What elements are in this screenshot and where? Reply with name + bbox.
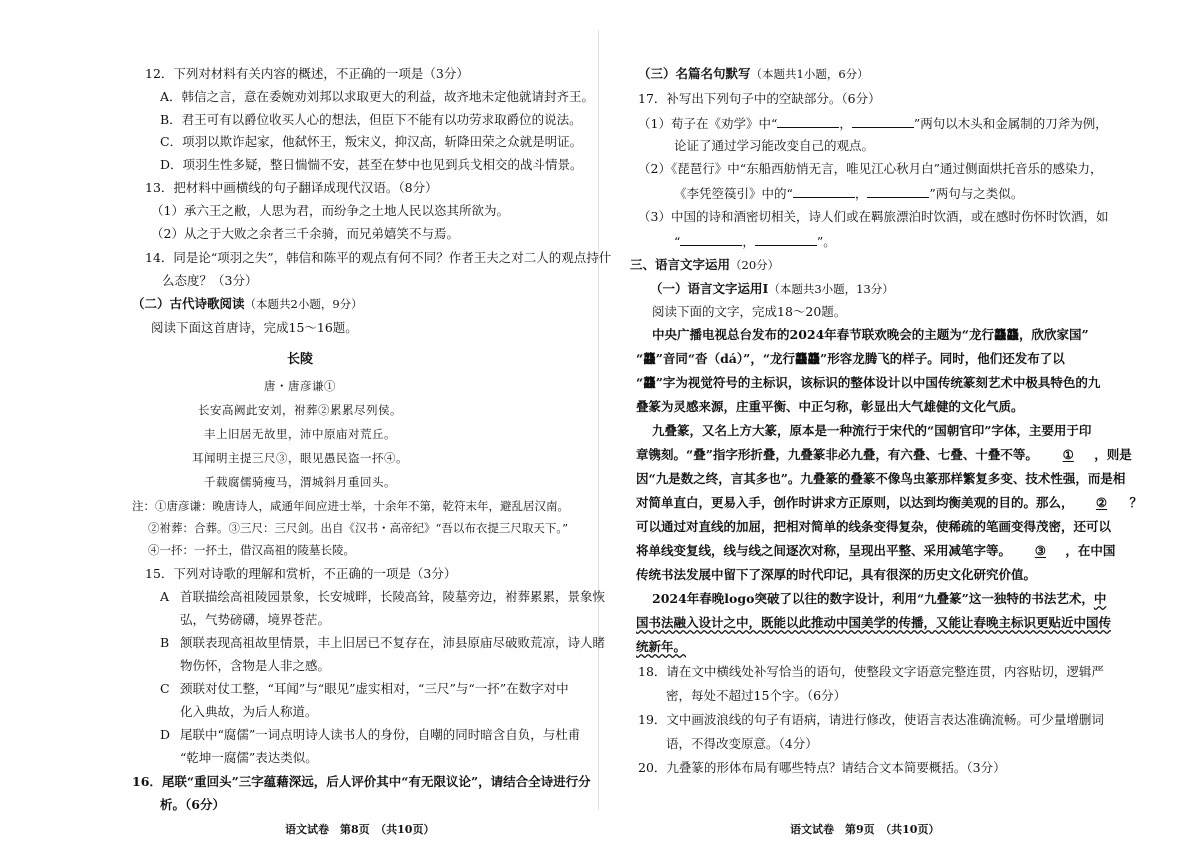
q17-blank-2[interactable]	[852, 115, 914, 128]
section2-note: （本题共2小题，9分）	[244, 297, 363, 311]
sub1-title: （一）语言文字运用Ⅰ	[650, 281, 769, 296]
q20: 20．九叠篆的形体布局有哪些特点？请结合文本简要概括。（3分）	[638, 760, 1006, 775]
q15-option-d-line1: 尾联中“腐儒”一词点明诗人读书人的身份，自嘲的同时暗含自负，与杜甫	[180, 727, 581, 742]
passage-p2-line2-text: 章镌刻。“叠”指字形折叠，九叠篆非必九叠，有六叠、七叠、十叠不等。	[636, 447, 1038, 462]
section2-title: （二）古代诗歌阅读	[132, 296, 245, 311]
passage-p1-line4: 叠篆为灵感来源，庄重平衡、中正匀称，彰显出大气雄健的文化气质。	[636, 399, 1024, 414]
q17-item2-sep: ，	[854, 186, 868, 201]
q19-line2: 语，不得改变原意。（4分）	[666, 736, 818, 751]
sub1-note: （本题共3小题，13分）	[768, 282, 894, 296]
q15-option-a-label: A	[160, 589, 170, 604]
poem-line-2: 丰上旧居无故里，沛中原庙对荒丘。	[204, 427, 396, 441]
passage-p2-line4-text: 对简单直白，更易入手，创作时讲求方正原则，以达到均衡美观的目的。那么，	[636, 495, 1074, 510]
q19-line1: 19．文中画波浪线的句子有语病，请进行修改，使语言表达准确流畅。可少量增删词	[638, 712, 1104, 727]
q15-option-c-line2: 化入典故，为后人称道。	[180, 704, 318, 719]
q17-item2-line1: （2）《琵琶行》中“东船西舫悄无言，唯见江心秋月白”通过侧面烘托音乐的感染力，	[638, 161, 1103, 176]
q17-blank-5[interactable]	[680, 233, 742, 246]
passage-p3-wavy-start: 中	[1093, 591, 1107, 606]
q15-option-b-line2: 物伤怀，含物是人非之感。	[180, 658, 331, 673]
passage-p1-line1: 中央广播电视总台发布的2024年春节联欢晚会的主题为“龙行龘龘，欣欣家国”	[652, 327, 1089, 342]
passage-blank-1[interactable]: ①	[1062, 447, 1074, 462]
q13-item-1: （1）承六王之敝，人思为君，而纷争之土地人民以恣其所欲为。	[151, 203, 509, 218]
passage-p1-line2: “龘”音同“沓（dá）”，“龙行龘龘”形容龙腾飞的样子。同时，他们还发布了以	[636, 351, 1065, 366]
passage-blank-2[interactable]: ②	[1095, 495, 1108, 510]
q14-line1: 14．同是论“项羽之失”，韩信和陈平的观点有何不同？作者王夫之对二人的观点持什	[145, 250, 612, 265]
section3-title: （三）名篇名句默写	[638, 66, 751, 81]
q15-option-d-line2: “乾坤一腐儒”表达类似。	[180, 750, 318, 765]
q13-item-2: （2）从之于大败之余者三千余骑，而兄弟嬉笑不与焉。	[151, 226, 459, 241]
passage-p3-line1-text: 2024年春晚logo突破了以往的数字设计，利用“九叠篆”这一独特的书法艺术，	[652, 591, 1094, 606]
q17-blank-3[interactable]	[793, 185, 855, 198]
q15-stem: 15．下列对诗歌的理解和赏析，不正确的一项是（3分）	[145, 566, 457, 581]
q17-stem: 17．补写出下列句子中的空缺部分。（6分）	[638, 91, 881, 106]
poem-note-3: ④一抔：一抔土，借汉高祖的陵墓长陵。	[148, 543, 355, 557]
q12-option-a: A．韩信之言，意在委婉劝刘邦以求取更大的利益，故齐地未定他就请封齐王。	[160, 89, 595, 104]
right-footer: 语文试卷 第9页 （共10页）	[790, 823, 940, 836]
q15-option-b-label: B	[160, 635, 170, 650]
section2-heading	[132, 296, 363, 312]
poem-note-1: 注：①唐彦谦：晚唐诗人，咸通年间应进士举，十余年不第，乾符末年，避乱居汉南。	[132, 499, 569, 513]
left-footer: 语文试卷 第8页 （共10页）	[285, 823, 435, 836]
q17-blank-6[interactable]	[755, 233, 817, 246]
q12-option-c: C．项羽以欺诈起家，他弑怀王，叛宋义，抑汉高，斩降田荣之众就是明证。	[160, 134, 583, 149]
q13-stem: 13．把材料中画横线的句子翻译成现代汉语。（8分）	[145, 180, 438, 195]
q15-option-b-line1: 颔联表现高祖故里情景，丰上旧居已不复存在，沛县原庙尽破败荒凉，诗人睹	[180, 635, 606, 650]
q17-item2-text-c: ”两句与之类似。	[929, 186, 1024, 201]
sub1-heading	[650, 281, 894, 297]
passage-blank-3[interactable]: ③	[1034, 543, 1046, 558]
passage-p2-line4	[636, 495, 1142, 511]
q17-item3-text-c: ”。	[816, 234, 836, 249]
passage-p3-line3-wavy: 统新年。	[636, 639, 687, 654]
q15-option-d-label: D	[160, 727, 171, 742]
poem-title: 长陵	[286, 352, 313, 367]
passage-p3-line2-wavy: 国书法融入设计之中，既能以此推动中国美学的传播，又能让春晚主标识更贴近中国传	[636, 615, 1112, 630]
q15-option-c-line1: 颈联对仗工整，“耳闻”与“眼见”虚实相对，“三尺”与“一抔”在数字对中	[180, 681, 569, 696]
q17-item1-line2: 论证了通过学习能改变自己的观点。	[674, 138, 875, 153]
q17-item1	[638, 115, 1108, 132]
passage-p2-line7: 传统书法发展中留下了深厚的时代印记，具有很深的历史文化研究价值。	[636, 567, 1037, 582]
q15-option-c-label: C	[160, 681, 170, 696]
part3-note: （20分）	[730, 258, 780, 272]
poem-author: 唐・唐彦谦①	[264, 379, 336, 393]
q17-item3-line2	[674, 233, 836, 250]
passage-p2-line5: 可以通过对直线的加屈，把相对简单的线条变得复杂，使稀疏的笔画变得茂密，还可以	[636, 519, 1112, 534]
q14-line2: 么态度？（3分）	[162, 273, 258, 288]
passage-p2-line6	[636, 543, 1115, 559]
q18-line2: 密，每处不超过15个字。（6分）	[666, 688, 847, 703]
poem-line-1: 长安高阙此安刘，祔葬②累累尽列侯。	[198, 403, 402, 417]
passage-p2-line1: 九叠篆，又名上方大篆，原本是一种流行于宋代的“国朝官印”字体，主要用于印	[652, 423, 1092, 438]
part3-title: 三、语言文字运用	[630, 257, 731, 272]
passage-p2-line2-end: ，则是	[1094, 447, 1132, 462]
q15-option-a-line1: 首联描绘高祖陵园景象，长安城畔，长陵高耸，陵墓旁边，祔葬累累，景象恢	[180, 589, 606, 604]
section2-instruction: 阅读下面这首唐诗，完成15～16题。	[151, 320, 358, 335]
q17-blank-1[interactable]	[777, 115, 839, 128]
poem-line-4: 千载腐儒骑瘦马，渭城斜月重回头。	[204, 475, 396, 489]
q16-line1: 16．尾联“重回头”三字蕴藉深远，后人评价其中“有无限议论”，请结合全诗进行分	[132, 774, 591, 789]
q17-item2-text-b: 《李凭箜篌引》中的“	[674, 186, 793, 201]
poem-note-2: ②祔葬：合葬。③三尺：三尺剑。出自《汉书・高帝纪》“吾以布衣提三尺取天下。”	[148, 521, 569, 535]
passage-p3-line1	[652, 591, 1106, 607]
q17-item3-line1: （3）中国的诗和酒密切相关，诗人们或在羁旅漂泊时饮酒，或在感时伤怀时饮酒，如	[638, 209, 1109, 224]
q17-blank-4[interactable]	[867, 185, 929, 198]
poem-line-3: 耳闻明主提三尺③，眼见愚民盗一抔④。	[192, 451, 408, 465]
q17-item1-sep: ，	[839, 116, 852, 131]
q12-option-d: D．项羽生性多疑，整日惴惴不安，甚至在梦中也见到兵戈相交的战斗情景。	[160, 157, 583, 172]
passage-p2-line2	[636, 447, 1132, 463]
passage-p2-line3: 因“九是数之终，言其多也”。九叠篆的叠篆不像鸟虫篆那样繁复多变、技术性强，而是相	[636, 471, 1126, 486]
passage-p2-line6-text: 将单线变复线，线与线之间逐次对称，呈现出平整、采用减笔字等。	[636, 543, 1012, 558]
q17-item3-text-b: “	[674, 234, 681, 249]
q17-item3-sep: ，	[742, 234, 755, 249]
section3-note: （本题共1小题，6分）	[750, 67, 869, 81]
q17-item2-line2	[674, 185, 1023, 202]
q17-item1-text-b: ”两句以木头和金属制的刀斧为例，	[913, 116, 1108, 131]
passage-p2-line6-end: ，在中国	[1065, 543, 1116, 558]
passage-p1-line3: “龘”字为视觉符号的主标识，该标识的整体设计以中国传统篆刻艺术中极具特色的九	[636, 375, 1101, 390]
q17-item1-text-a: （1）荀子在《劝学》中“	[638, 116, 778, 131]
right-page	[600, 0, 1200, 849]
q15-option-a-line2: 弘，气势磅礴，境界苍茫。	[180, 612, 331, 627]
sub1-instruction: 阅读下面的文字，完成18～20题。	[652, 304, 847, 319]
q18-line1: 18．请在文中横线处补写恰当的语句，使整段文字语意完整连贯，内容贴切，逻辑严	[638, 664, 1104, 679]
q12-stem: 12．下列对材料有关内容的概述，不正确的一项是（3分）	[145, 66, 469, 81]
q12-option-b: B．君王可有以爵位收买人心的想法，但臣下不能有以功劳求取爵位的说法。	[160, 112, 582, 127]
q16-line2: 析。（6分）	[160, 797, 225, 812]
passage-p2-line4-end: ？	[1129, 495, 1143, 510]
part3-heading	[630, 257, 779, 273]
section3-heading	[638, 66, 869, 82]
